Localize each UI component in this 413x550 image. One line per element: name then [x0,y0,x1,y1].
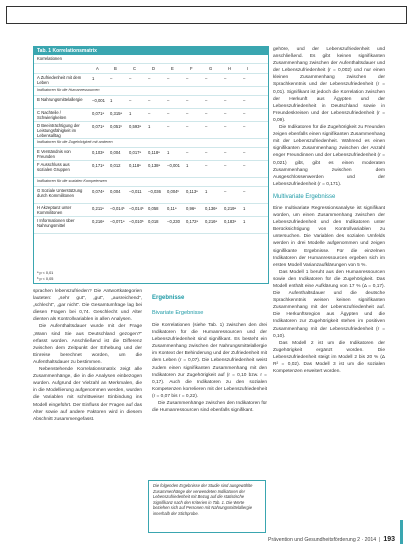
table-cell: 0,113ᵃ [186,189,198,194]
table-row [34,109,268,122]
table-col-header: A [96,66,99,71]
table-col-header: D [152,66,156,71]
table-cell: 0,004 [110,150,121,155]
table-subheader: Korrelationen [37,56,62,61]
left-column [33,288,142,423]
subheading-multivariate: Multivariate Ergebnisse [273,193,336,200]
table-section-row [34,87,268,96]
table-cell: 1 [129,111,132,116]
table-cell: 0,593ᵃ [129,124,142,129]
table-title: Tab. 1 Korrelationsmatrix [34,47,268,55]
table-cell: 0,071ᵃ [92,124,105,129]
table-cell: 0,138ᵃ [148,163,161,168]
table-cell: 0,051ᵇ [110,124,123,129]
page-footer: Prävention und Gesundheitsförderung 2 · 2014 | 193 [268,536,395,543]
table-row [34,96,268,109]
table-col-header: B [114,66,117,71]
table-cell: 0,058 [148,206,159,211]
table-cell: 1 [243,206,246,211]
table-cell: 0,219ᵃ [224,206,237,211]
middle-paragraph-2: Die Zusammenhänge zwischen den Indikatoren für die Humanressourcen sind ebenfalls signifikant. [152,401,267,414]
table-cell: 0,96ᵃ [186,206,196,211]
table-cell: – [224,189,227,194]
table-cell: 1 [110,98,113,103]
middle-paragraph-1: Die Korrelationen (siehe Tab. 1) zwischen den drei Indikatoren für die Humanressourcen und der Lebenszufriedenheit sind signifikant. Es besteht ein Zusammenhang zwischen der Nahrungsmittelallergie im Kontext der Behinderung und der Zufriedenheit mit dem Leben (r = 0,07). Die Lebenszufriedenheit weist zudem einen signifikanten Zusammenhang mit den Indikatoren zur Zugehörigkeit auf (r = 0,10 bzw. r = 0,17). Auch die Indikatoren zu den sozialen Kompetenzen korrelieren mit der Lebenszufriedenheit (r = 0,07 bis r = 0,22). [152,323,267,399]
right-paragraph-3: Eine multivariate Regressionsanalyse ist signifikant worden, um einen Zusammenhang zwischen der Lebenszufriedenheit und den Indikatoren unter Berücksichtigung von Kontrollvariablen zu untersuchen. Die Variablen des sozialen Umfelds werden in drei Modelle aufgenommen und zeigen signifikante Ergebnisse. Für die einzelnen Indikatoren der Humanressourcen ergeben sich im ersten Modell Varianzaufklärungen von 5 %. [273,205,385,268]
table-row-label: Indikatoren für die Humanressourcen [37,88,100,92]
table-cell: – [205,163,208,168]
table-row [34,217,268,234]
table-row-label: Indikatoren für die sozialen Kompetenzen [37,179,107,183]
table-cell: – [243,189,246,194]
table-cell: – [148,98,151,103]
table-cell: 0,074ᵃ [92,189,105,194]
table-cell: 0,018 [148,219,159,224]
left-paragraph-1: sprachen lebenszufrieden? Die Antwortkategorien lauteten: „sehr gut“, „gut“, „ausreichend“, „schlecht“, „gar nicht“. Die Gesamtumfrage lag bei diesen Fragen bei 0,74. Geschlecht und Alter dienten als Kontrollvariablen in allen Analysen. [33,289,142,323]
subheading-bivariate: Bivariate Ergebnisse [152,310,204,316]
right-paragraph-5: Das Modell 2 ist um die Indikatoren der Zugehörigkeit ergänzt worden. Die Lebenszufriedenheit steigt im Modell 2 bis 20 % (Δ R² = 0,02). Das Modell 3 ist um die sozialen Kompetenzen erweitert worden. [273,340,385,375]
middle-column [152,322,267,414]
table-cell: 0,11ᵃ [167,206,177,211]
table-row-label: Indikatoren für die Zugehörigkeit mit anderen [37,140,113,144]
table-row-label: H Akzeptanz unter Kommilitonen [37,205,72,215]
table-cell: −0,001 [92,98,105,103]
table-cell: 0,211ᵃ [92,206,104,211]
table-cell: 1 [92,76,95,81]
table-cell: 1 [186,163,189,168]
table-cell: – [167,124,170,129]
table-col-header: G [209,66,213,71]
table-cell: 1 [167,150,170,155]
table-cell: – [224,124,227,129]
table-cell: 0,004 [110,189,121,194]
table-cell: −0,001 [167,163,180,168]
correlation-table [33,46,269,284]
table-cell: 0,183ᵃ [224,219,237,224]
table-row-label: D Beeinträchtigung der Leistungsfähigkeit im Lebensalltag [37,123,80,138]
table-cell: 0,216ᵃ [92,219,105,224]
table-cell: – [243,150,246,155]
table-row-label: C Nachteile / Schwierigkeiten [37,110,67,120]
table-cell: 0,118ᵃ [129,163,141,168]
table-cell: −0,011 [129,189,142,194]
table-row [34,148,268,161]
table-cell: 0,171ᵃ [92,163,105,168]
left-paragraph-3: Nebenstehende Korrelationsmatrix zeigt alle Zusammenhänge, die in die Analysen einbezogen wurden. Aufgrund der Vielzahl an Merkmalen, die in die Modellierung aufgenommen werden, wurden die Variablen mit schrittweiser Einbindung ins Modell eingeführt. Der Einfluss der Fragen auf das Alter sowie auf andere Faktoren wird in diesem Abschnitt zusammengefasst. [33,367,142,422]
table-col-header: H [228,66,232,71]
table-cell: – [243,76,246,81]
table-cell: – [148,76,151,81]
table-row-label: E Verständnis von Freunden [37,149,71,159]
table-row [34,204,268,217]
table-cell: – [224,98,227,103]
table-col-header: C [133,66,137,71]
section-heading-results: Ergebnisse [152,295,185,301]
table-cell: 1 [148,124,151,129]
table-column-header-row [34,64,268,74]
table-cell: −0,014ᵇ [129,206,144,211]
table-cell: – [167,111,170,116]
table-row-label: A Zufriedenheit mit dem Leben [37,75,82,85]
table-cell: −0,014ᵇ [110,206,125,211]
left-paragraph-2: Die Aufenthaltsdauer wurde mit der Frage „Wann sind Sie aus Deutschland gezogen?“ erfasst worden. Anschließend ist die Differenz zwischen dem Zeitpunkt der Erhebung und der Einreise berechnet worden, um die Aufenthaltsdauer zu bestimmen. [33,324,142,365]
table-cell: 1 [243,219,246,224]
table-cell: – [148,111,151,116]
table-cell: 0,017ᵃ [129,150,142,155]
page-edge-rule [400,520,403,544]
table-cell: −0,010ᵇ [129,219,144,224]
table-cell: 0,071ᵃ [92,111,105,116]
table-cell: – [243,98,246,103]
right-paragraph-4: Das Modell 1 beruht aus den Humanressourcen sowie den Indikatoren für die Zugehörigkeit. Das Modell enthält eine Aufklärung von 17 % (Δ = 0,17). Die Aufenthaltsdauer und die deutsche Sprachkenntnis weisen keinen signifikanten Zusammenhang mit der Lebenszufriedenheit auf. Die Herkunftsregion aus Ägypten und die Indikatoren zur Zugehörigkeit stehen im positiven Zusammenhang mit der Lebenszufriedenheit (r = 0,10). [273,269,385,339]
table-footnote-b: ᵇ p < 0,05 [37,277,54,281]
table-section-row [34,178,268,187]
table-cell: 0,315ᵃ [110,111,123,116]
table-cell: 0,012 [110,163,121,168]
table-cell: – [129,76,132,81]
right-paragraph-1: gehöre, und der Lebenszufriedenheit und anschließend. Es gibt keinen signifikanten Zusammenhang zwischen der Aufenthaltsdauer und der Lebenszufriedenheit (r = 0,002) und nur einen kleinen Zusammenhang zwischen der Sprachkenntnis und der Lebenszufriedenheit (r = 0,01). Signifikant ist jedoch die Korrelation zwischen der Herkunft aus Ägypten und der Lebenszufriedenheit in Deutschland sowie in Freundeskreisen und der Lebenszufriedenheit (r = 0,09). [273,47,385,123]
table-cell: – [224,111,227,116]
table-cell: – [186,76,189,81]
table-row-label: G Soziale Unterstützung durch Kommilitonen [37,188,83,198]
table-row [34,74,268,87]
table-cell: – [205,111,208,116]
table-body [34,74,268,234]
info-box: Die folgenden Ergebnisse der Studie sind ausgewählte Zusammenhänge der verwendeten Indikatoren der Lebenszufriedenheit mit Bezug auf die statistische Signifikanz nach den Kriterien in Tab. 1. Die Werte beziehen sich auf Personen mit Nahrungsmittelallergie innerhalb der Stichprobe. [148,480,266,533]
table-cell: – [243,111,246,116]
right-paragraph-2: Die Indikatoren für die Zugehörigkeit zu Freunden zeigen ebenfalls einen signifikanten Zusammenhang mit der Lebenszufriedenheit. Während es einen signifikanten Zusammenhang zwischen der Anzahl enger Freundinnen und der Lebenszufriedenheit (r = 0,021) gibt, gibt es einen moderaten Zusammenhang zwischen dem Ausgeschlossenwerden und der Lebenszufriedenheit (r = 0,171). [273,125,385,187]
table-cell: – [186,98,189,103]
table-cell: −0,036 [148,189,161,194]
table-cell: 0,118ᵃ [148,150,160,155]
table-cell: 0,172ᵃ [186,219,199,224]
table-cell: – [186,150,189,155]
table-col-header: E [171,66,174,71]
table-cell: – [205,124,208,129]
table-cell: 0,216ᵃ [205,219,218,224]
table-cell: – [224,150,227,155]
right-column [273,46,385,375]
table-cell: – [167,76,170,81]
table-row-label: I Informationen über Nahrungsmittel [37,218,75,228]
table-cell: 0,103ᵃ [92,150,105,155]
table-section-row [34,139,268,148]
table-cell: 0,136ᵃ [205,206,218,211]
table-row [34,187,268,204]
table-cell: 1 [205,189,208,194]
table-cell: – [205,76,208,81]
table-cell: – [186,111,189,116]
table-cell: – [186,124,189,129]
page-number: 193 [383,536,395,543]
table-col-header: I [247,66,249,71]
table-subheader-row [34,55,268,64]
table-cell: – [110,76,113,81]
table-cell: – [243,124,246,129]
table-cell: – [129,98,132,103]
table-cell: 0,004ᵇ [167,189,180,194]
table-cell: – [205,150,208,155]
table-cell: – [205,98,208,103]
table-footnote-a: ᵃ p < 0,01 [37,271,54,275]
header-bar [6,6,407,24]
journal-name: Prävention und Gesundheitsförderung 2 · 2014 [268,537,377,543]
table-cell: −0,071ᵃ [110,219,125,224]
table-row-label: F Ausschluss aus sozialen Gruppen [37,162,70,172]
table-row [34,122,268,139]
table-row-label: B Nahrungsmittelallergie [37,97,83,102]
table-cell: – [224,163,227,168]
table-row [34,161,268,178]
table-cell: – [224,76,227,81]
table-cell: −0,230 [167,219,180,224]
table-cell: – [243,163,246,168]
table-cell: – [167,98,170,103]
table-col-header: F [190,66,193,71]
